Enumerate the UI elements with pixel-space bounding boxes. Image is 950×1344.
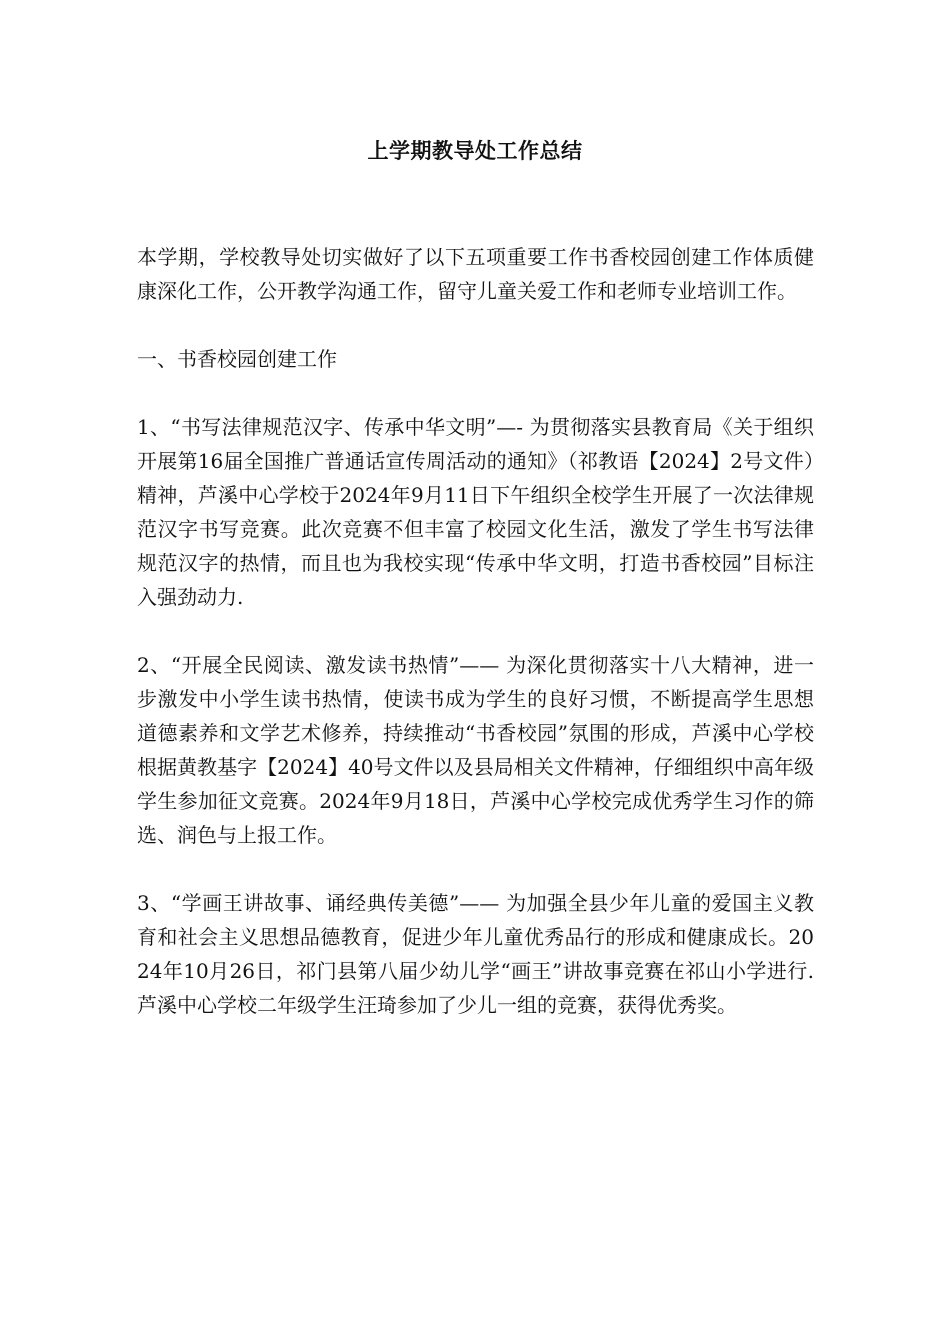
section-heading: 一、书香校园创建工作 [137,347,337,371]
document-body [137,240,814,1056]
paragraph-item-3: 3、“学画王讲故事、诵经典传美德”—— 为加强全县少年儿童的爱国主义教育和社会主义思想品德教育，促进少年儿童优秀品行的形成和健康成长。2024年10月26日，祁门县第八届少幼儿学“画王”讲故事竞赛在祁山小学进行.芦溪中心学校二年级学生汪琦参加了少儿一组的竞赛，获得优秀奖。 [137,891,814,1017]
paragraph-item-1: 1、“书写法律规范汉字、传承中华文明”—- 为贯彻落实县教育局《关于组织开展第16届全国推广普通话宣传周活动的通知》（祁教语【2024】2号文件）精神，芦溪中心学校于2024年9月11日下午组织全校学生开展了一次法律规范汉字书写竞赛。此次竞赛不但丰富了校园文化生活，激发了学生书写法律规范汉字的热情，而且也为我校实现“传承中华文明，打造书香校园”目标注入强劲动力. [137,415,814,609]
paragraph-item-2: 2、“开展全民阅读、激发读书热情”—— 为深化贯彻落实十八大精神，进一步激发中小学生读书热情，使读书成为学生的良好习惯，不断提高学生思想道德素养和文学艺术修养，持续推动“书香校园”氛围的形成，芦溪中心学校根据黄教基字【2024】40号文件以及县局相关文件精神，仔细组织中高年级学生参加征文竞赛。2024年9月18日，芦溪中心学校完成优秀学生习作的筛选、润色与上报工作。 [137,653,814,847]
paragraph-intro: 本学期，学校教导处切实做好了以下五项重要工作书香校园创建工作体质健康深化工作，公开教学沟通工作，留守儿童关爱工作和老师专业培训工作。 [137,245,814,303]
document-title: 上学期教导处工作总结 [367,138,583,163]
